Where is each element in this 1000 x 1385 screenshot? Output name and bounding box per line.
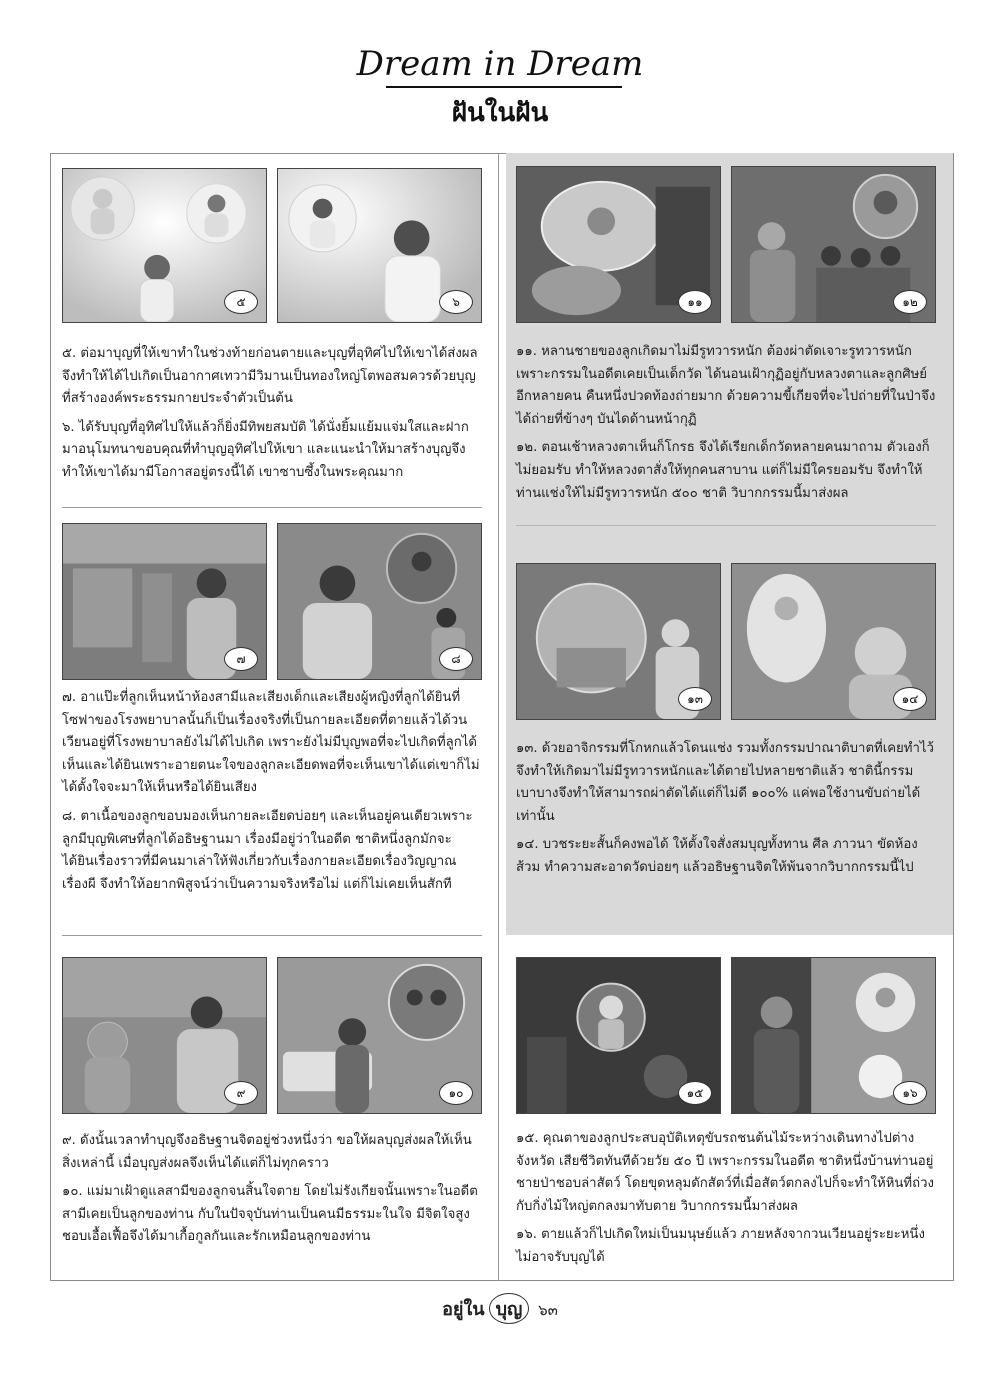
paragraph-7: ๗. อาแป๊ะที่ลูกเห็นหน้าห้องสามีและเสียงเด็กและเสียงผู้หญิงที่ลูกได้ยินที่โซฟาของโรงพยาบาลนั้นก็เป็นเรื่องจริงที่เป็นกายละเอียดที่ตายแล้วได้วนเวียนอยู่ที่โรงพยาบาลยังไม่ได้ไปเกิด เพราะยังไม่มีบุญพอที่จะไปเกิดที่ลูกได้เห็นและได้ยินเพราะอายตนะใจของลูกละเอียดพอที่จะเห็นเขาได้แต่เขาก็ไม่ได้ตั้งใจจะมาให้เห็นหรือได้ยินเสียง: [62, 690, 480, 796]
text-block-15-16: [516, 1128, 938, 1276]
page-number: ๖๓: [538, 1301, 558, 1319]
text-block-5-6: [62, 343, 482, 491]
photo-number-badge: ๙: [224, 1081, 258, 1105]
illustration-8: [277, 523, 482, 680]
illustration-14: [731, 563, 936, 720]
right-divider-1: [516, 525, 936, 526]
paragraph-16: ๑๖. ตายแล้วก็ไปเกิดใหม่เป็นมนุษย์แล้ว ภายหลังจากวนเวียนอยู่ระยะหนึ่งไม่อาจรับบุญได้: [516, 1227, 925, 1265]
photo-number-badge: ๑๐: [439, 1081, 473, 1105]
illustration-13: [516, 563, 721, 720]
illustration-15: [516, 957, 721, 1114]
paragraph-12: ๑๒. ตอนเช้าหลวงตาเห็นก็โกรธ จึงได้เรียกเด็กวัดหลายคนมาถาม ตัวเองก็ไม่ยอมรับ ทำให้หลวงตาสั่งให้ทุกคนสาบาน แต่ก็ไม่มีใครยอมรับ จึงทำให้ท่านแช่งให้ไม่มีรูทวารหนัก ๕๐๐ ชาติ วิบากกรรมนี้มาส่งผล: [516, 440, 930, 501]
photo-number-badge: ๖: [439, 290, 473, 314]
title-underline: [386, 86, 622, 88]
column-divider: [498, 153, 499, 1281]
paragraph-15: ๑๕. คุณตาของลูกประสบอุบัติเหตุขับรถชนต้นไม้ระหว่างเดินทางไปต่างจังหวัด เสียชีวิตทันทีด้วยวัย ๕๐ ปี เพราะกรรมในอดีต ชาติหนึ่งบ้านท่านอยู่ชายป่าชอบล่าสัตว์ โดยขุดหลุมดักสัตว์ที่เมื่อสัตว์ตกลงไปก็จะทำให้หินที่ถ่วงกับกิ่งไม้ใหญ่ตกลงมาทับตาย วิบากกรรมนี้มาส่งผล: [516, 1131, 934, 1214]
logo-text-right: บุญ: [489, 1293, 530, 1324]
logo-text-left: อยู่ใน: [442, 1299, 485, 1320]
paragraph-9: ๙. ดังนั้นเวลาทำบุญจึงอธิษฐานจิตอยู่ช่วงหนึ่งว่า ขอให้ผลบุญส่งผลให้เห็นสิ่งเหล่านี้ เมื่อบุญส่งผลจึงเห็นได้แต่ก็ไม่ทุกคราว: [62, 1133, 472, 1171]
paragraph-10: ๑๐. แม่มาเฝ้าดูแลสามีของลูกจนสิ้นใจตาย โดยไม่รังเกียจนั้นเพราะในอดีตสามีเคยเป็นลูกของท่าน กับในปัจจุบันท่านเป็นคนมีธรรมะในใจ มีจิตใจสูงชอบเอื้อเฟื้อจึงได้มาเกื้อกูลกันและรักเหมือนลูกของท่าน: [62, 1184, 478, 1245]
photo-number-badge: ๑๒: [893, 290, 927, 314]
illustration-9: [62, 957, 267, 1114]
illustration-7: [62, 523, 267, 680]
paragraph-13: ๑๓. ด้วยอาจิกรรมที่โกหกแล้วโดนแช่ง รวมทั้งกรรมปาณาติบาตที่เคยทำไว้จึงทำให้เกิดมาไม่มีรูทวารหนักและได้ตายไปหลายชาติแล้ว ชาตินี้กรรมเบาบางจึงทำให้สามารถผ่าตัดได้แต่ก็ไม่ดี ๑๐๐% แค่พอใช้งานขับถ่ายได้เท่านั้น: [516, 741, 934, 824]
photo-number-badge: ๑๕: [678, 1081, 712, 1105]
left-divider-2: [62, 935, 482, 936]
left-divider-1: [62, 507, 482, 508]
illustration-16: [731, 957, 936, 1114]
illustration-6: [277, 168, 482, 323]
paragraph-11: ๑๑. หลานชายของลูกเกิดมาไม่มีรูทวารหนัก ต้องผ่าตัดเจาะรูทวารหนักเพราะกรรมในอดีตเคยเป็นเด็กวัด ได้นอนเฝ้ากุฏิอยู่กับหลวงตาและลูกศิษย์อีกหลายคน คืนหนึ่งปวดท้องถ่ายมาก ด้วยความขี้เกียจที่จะไปถ่ายที่ในป่าจึงได้ถ่ายที่ข้างๆ บันไดด้านหน้ากุฏิ: [516, 344, 936, 427]
illustration-12: [731, 166, 936, 323]
text-block-7-8: [62, 687, 482, 902]
page-footer: [0, 1293, 1000, 1324]
illustration-10: [277, 957, 482, 1114]
illustration-5: [62, 168, 267, 323]
photo-number-badge: ๑๖: [893, 1081, 927, 1105]
page-title-english: Dream in Dream: [356, 44, 644, 84]
text-block-9-10: [62, 1130, 482, 1255]
paragraph-6: ๖. ได้รับบุญที่อุทิศไปให้แล้วก็ยิ่งมีทิพยสมบัติ ได้นั่งยิ้มแย้มแจ่มใสและฝากมาอนุโมทนาขอบคุณที่ทำบุญอุทิศไปให้เขา และแนะนำให้มาสร้างบุญจึงทำให้เขาได้มามีโอกาสอยู่ตรงนี้ได้ เขาซาบซึ้งในพระคุณมาก: [62, 419, 469, 480]
text-block-11-12: [516, 341, 938, 511]
photo-number-badge: ๑๔: [893, 687, 927, 711]
paragraph-5: ๕. ต่อมาบุญที่ให้เขาทำในช่วงท้ายก่อนตายและบุญที่อุทิศไปให้เขาได้ส่งผลจึงทำให้ได้ไปเกิดเป็นอากาศเทวามีวิมานเป็นทองใหญ่โตพอสมควรด้วยบุญที่สร้างองค์พระธรรมกายประจำตัวเป็นต้น: [62, 346, 478, 407]
paragraph-8: ๘. ตาเนื้อของลูกขอบมองเห็นกายละเอียดบ่อยๆ และเห็นอยู่คนเดียวเพราะลูกมีบุญพิเศษที่ลูกได้อธิษฐานมา เรื่องมีอยู่ว่าในอดีต ชาติหนึ่งลูกมักจะได้ยินเรื่องราวที่มีคนมาเล่าให้ฟังเกี่ยวกับเรื่องกายละเอียดเรื่องวิญญาณเรื่องผี จึงทำให้อยากพิสูจน์ว่าเป็นความจริงหรือไม่ แต่ก็ไม่เคยเห็นสักที: [62, 808, 473, 892]
photo-number-badge: ๑๓: [678, 687, 712, 711]
photo-number-badge: ๕: [224, 290, 258, 314]
photo-number-badge: ๗: [224, 647, 258, 671]
magazine-logo: [442, 1293, 533, 1324]
illustration-11: [516, 166, 721, 323]
photo-number-badge: ๑๑: [678, 290, 712, 314]
text-block-13-14: [516, 738, 938, 886]
page-title-thai: ฝันในฝัน: [451, 98, 549, 128]
paragraph-14: ๑๔. บวชระยะสั้นก็คงพอได้ ให้ตั้งใจสั่งสมบุญทั้งทาน ศีล ภาวนา ขัดห้องส้วม ทำความสะอาดวัดบ่อยๆ แล้วอธิษฐานจิตให้พ้นจากวิบากกรรมนี้ไป: [516, 837, 918, 875]
photo-number-badge: ๘: [439, 647, 473, 671]
